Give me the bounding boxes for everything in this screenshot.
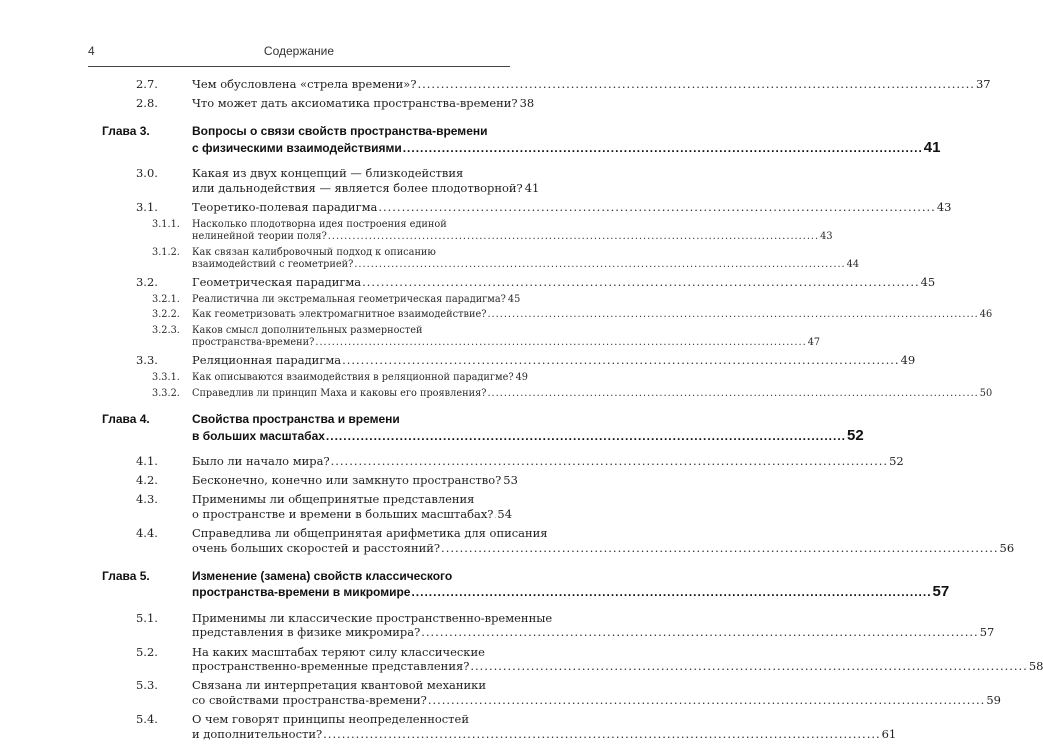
entry-title-line-2: взаимодействий с геометрией? [192,258,354,270]
leader-dots: ........................................................................................................................ [315,337,807,349]
toc-entry-5-1[interactable] [136,610,995,641]
entry-title: Реляционная парадигма [192,352,342,367]
entry-title: Было ли начало мира? [192,453,330,468]
toc-entry-5-2[interactable] [136,644,1043,675]
entry-page: 52 [847,426,864,444]
toc-entry-3-3[interactable] [136,352,916,368]
entry-number: 4.1. [136,453,158,468]
entry-title-line-2: очень больших скоростей и расстояний? [192,540,441,555]
entry-title-line-2: нелинейной теории поля? [192,231,327,243]
chapter-title-line-1: Свойства пространства и времени [192,412,400,427]
entry-number: 3.2.3. [152,325,180,337]
entry-page: 52 [889,453,904,468]
running-title: Содержание [263,44,335,58]
leader-dots [494,507,496,522]
entry-title: Геометрическая парадигма [192,274,362,289]
entry-title-line-1: Применимы ли классические пространственно-временные [192,610,553,625]
entry-title-line-2: или дальнодействия — является более плодотворной? [192,180,523,195]
entry-title-line-2: пространственно-временные представления? [192,659,470,674]
toc-entry-4-4[interactable] [136,526,1015,556]
entry-title-line-2: пространства-времени? [192,337,315,349]
entry-page: 59 [986,693,1001,708]
chapter-number: Глава 3. [102,124,150,138]
entry-title: Как геометризовать электромагнитное взаимодействие? [192,309,487,321]
toc-entry-3-2-1[interactable] [152,293,521,306]
entry-page: 41 [923,138,941,156]
leader-dots: ........................................................................................................................ [325,428,846,443]
entry-page: 44 [846,258,860,270]
chapter-number: Глава 5. [102,568,150,583]
leader-dots: ........................................................................................................................ [402,140,923,155]
entry-number: 2.7. [136,77,158,91]
entry-number: 3.3.2. [152,387,180,399]
entry-page: 57 [979,625,995,640]
entry-title: Что может дать аксиоматика пространства-времени? [192,96,518,111]
entry-title-line-2: о пространстве и времени в больших масштабах? [192,506,494,521]
chapter-title-line-2: в больших масштабах [192,428,325,443]
leader-dots: ........................................................................................................................ [327,231,820,243]
entry-page: 56 [999,540,1015,555]
entry-title: Реалистична ли экстремальная геометрическая парадигма? [192,293,506,305]
entry-number: 4.4. [136,526,158,541]
entry-number: 3.2. [136,274,158,289]
entry-number: 3.1.1. [152,218,180,230]
entry-page: 45 [507,293,521,305]
entry-page: 58 [1028,659,1043,674]
entry-page: 37 [975,77,991,91]
toc-entry-3-1[interactable] [136,199,952,215]
entry-page: 54 [497,506,512,521]
leader-dots: ........................................................................................................................ [417,77,975,91]
toc-entry-5-3[interactable] [136,678,1001,708]
entry-page: 61 [881,727,897,742]
toc-entry-3-2[interactable] [136,274,936,290]
entry-page: 53 [503,473,518,488]
page-number: 4 [88,44,95,58]
entry-page: 49 [515,372,528,384]
leader-dots: ........................................................................................................................ [323,727,881,742]
leader-dots: ........................................................................................................................ [421,625,979,640]
toc-entry-3-1-1[interactable] [152,218,833,243]
chapter-title-line-1: Вопросы о связи свойств пространства-времени [192,124,488,138]
entry-title: Справедлив ли принцип Маха и каковы его проявления? [192,387,487,399]
entry-number: 3.1.2. [152,246,180,258]
entry-title-line-1: Связана ли интерпретация квантовой механики [192,678,486,693]
entry-title-line-1: Какая из двух концепций — близкодействия [192,165,464,180]
leader-dots: ........................................................................................................................ [411,585,932,600]
toc-entry-3-1-2[interactable] [152,246,860,271]
toc-entry-2-8[interactable] [136,96,535,111]
entry-page: 43 [820,231,833,243]
toc-entry-2-7[interactable] [136,77,991,92]
entry-number: 3.2.2. [152,309,180,321]
entry-title: Как описываются взаимодействия в реляционной парадигме? [192,372,514,384]
toc-entry-5-4[interactable] [136,712,897,742]
toc-entry-4-3[interactable] [136,492,512,522]
toc-entry-3-2-2[interactable] [152,309,993,321]
entry-page: 45 [920,274,936,289]
entry-number: 5.4. [136,712,158,727]
toc-entry-3-0[interactable] [136,165,540,196]
entry-number: 4.3. [136,492,158,507]
entry-number: 4.2. [136,473,158,488]
entry-page: 38 [519,96,535,111]
running-header [88,44,510,67]
toc-entry-4-1[interactable] [136,453,904,469]
chapter-title-line-2: пространства-времени в микромире [192,585,411,600]
toc-chapter-5[interactable] [102,568,950,601]
entry-page: 41 [524,180,540,195]
toc-entry-3-3-1[interactable] [152,372,528,384]
toc-entry-4-2[interactable] [136,473,518,488]
entry-number: 5.2. [136,644,158,659]
entry-number: 3.3.1. [152,372,180,384]
leader-dots: ........................................................................................................................ [354,258,846,270]
leader-dots: ........................................................................................................................ [470,659,1028,674]
entry-page: 57 [932,583,950,601]
entry-title-line-1: На каких масштабах теряют силу классические [192,644,485,659]
entry-page: 50 [979,387,993,399]
entry-number: 3.2.1. [152,293,180,305]
entry-title-line-2: со свойствами пространства-времени? [192,693,427,708]
chapter-number: Глава 4. [102,412,150,427]
toc-chapter-4[interactable] [102,412,864,444]
entry-title: Теоретико-полевая парадигма [192,199,378,214]
entry-title-line-2: представления в физике микромира? [192,625,421,640]
entry-page: 43 [936,199,952,214]
leader-dots: ........................................................................................................................ [487,387,979,399]
chapter-title-line-2: с физическими взаимодействиями [192,140,402,155]
entry-number: 3.1. [136,199,158,214]
entry-page: 46 [979,309,993,321]
leader-dots: ........................................................................................................................ [330,453,889,468]
entry-title-line-1: О чем говорят принципы неопределенностей [192,712,469,727]
chapter-title-line-1: Изменение (замена) свойств классического [192,568,453,583]
leader-dots: ........................................................................................................................ [441,540,999,555]
entry-title-line-1: Насколько плодотворна идея построения единой [192,218,447,230]
toc-chapter-3[interactable] [102,124,941,156]
entry-page: 49 [900,352,916,367]
toc-entry-3-2-3[interactable] [152,325,821,349]
leader-dots: ........................................................................................................................ [378,199,936,214]
leader-dots: ........................................................................................................................ [342,352,900,367]
entry-number: 2.8. [136,96,158,111]
entry-page: 47 [807,337,821,349]
entry-number: 3.0. [136,165,158,180]
leader-dots: ........................................................................................................................ [427,693,986,708]
toc-entry-3-3-2[interactable] [152,387,993,400]
entry-number: 5.3. [136,678,158,693]
entry-title: Чем обусловлена «стрела времени»? [192,77,417,91]
entry-title-line-1: Каков смысл дополнительных размерностей [192,325,423,337]
entry-title: Бесконечно, конечно или замкнуто пространство? [192,473,502,488]
entry-title-line-2: и дополнительности? [192,727,323,742]
entry-number: 3.3. [136,352,158,367]
entry-title-line-1: Применимы ли общепринятые представления [192,492,475,507]
leader-dots: ........................................................................................................................ [487,309,979,321]
entry-title-line-1: Справедлива ли общепринятая арифметика для описания [192,526,548,541]
leader-dots: ........................................................................................................................ [362,274,920,289]
entry-number: 5.1. [136,610,158,625]
entry-title-line-1: Как связан калибровочный подход к описанию [192,246,436,258]
